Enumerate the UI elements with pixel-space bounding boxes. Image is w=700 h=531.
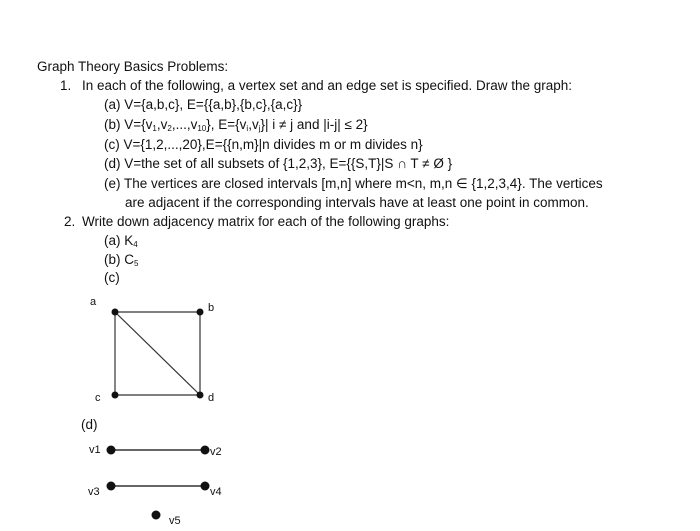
problem-2-text: Write down adjacency matrix for each of the following graphs:	[82, 214, 450, 229]
problem-2d: (d)	[81, 417, 98, 432]
graph-d	[111, 450, 205, 486]
problem-2a: (a) $K_4$	[104, 233, 138, 249]
problem-1a: (a) V={a,b,c}, E={{a,b},{b,c},{a,c}}	[104, 97, 303, 112]
problem-1b: (b) $V=\{v_1,v_2,...,v_{10}\}$, $E=\{v_i,v_j\}|$ i ≠ j and |i-j| ≤ 2}	[104, 117, 368, 133]
problem-2b: (b) $C_5$	[104, 252, 139, 268]
vertex-label-v1: v1	[89, 444, 101, 456]
vertex-v4	[201, 482, 210, 491]
problem-1-text: In each of the following, a vertex set and an edge set is specified. Draw the graph:	[82, 78, 573, 93]
vertex-label-d: d	[208, 392, 215, 404]
problem-1c: (c) V={1,2,...,20},E={{n,m}|n divides m or m divides n}	[104, 137, 423, 152]
vertex-b	[197, 309, 204, 316]
vertex-label-v5: v5	[169, 515, 181, 527]
vertex-v1	[107, 446, 116, 455]
problem-1e-line2: are adjacent if the corresponding intervals have at least one point in common.	[125, 195, 589, 210]
graph-c	[115, 312, 200, 395]
edge-a-d	[115, 312, 200, 395]
vertex-v3	[107, 482, 116, 491]
vertex-label-v2: v2	[210, 446, 222, 458]
vertex-label-a: a	[90, 296, 97, 308]
vertex-d	[197, 392, 204, 399]
problem-1d: (d) V=the set of all subsets of {1,2,3}, E={{S,T}|S ∩ T ≠ Ø }	[104, 156, 453, 171]
vertex-a	[112, 309, 119, 316]
problem-2c: (c)	[104, 270, 120, 285]
page-title: Graph Theory Basics Problems:	[37, 59, 229, 74]
vertex-v5	[152, 511, 161, 520]
vertex-v2	[201, 446, 210, 455]
problem-1e-line1: (e) The vertices are closed intervals [m,n] where m<n, m,n ∈ {1,2,3,4}. The vertices	[104, 176, 603, 191]
problem-2-number: 2.	[64, 214, 76, 229]
problem-1-number: 1.	[60, 78, 72, 93]
vertex-label-b: b	[208, 302, 215, 314]
vertex-label-v4: v4	[210, 486, 222, 498]
vertex-label-c: c	[95, 392, 101, 404]
vertex-label-v3: v3	[88, 486, 100, 498]
vertex-c	[112, 392, 119, 399]
